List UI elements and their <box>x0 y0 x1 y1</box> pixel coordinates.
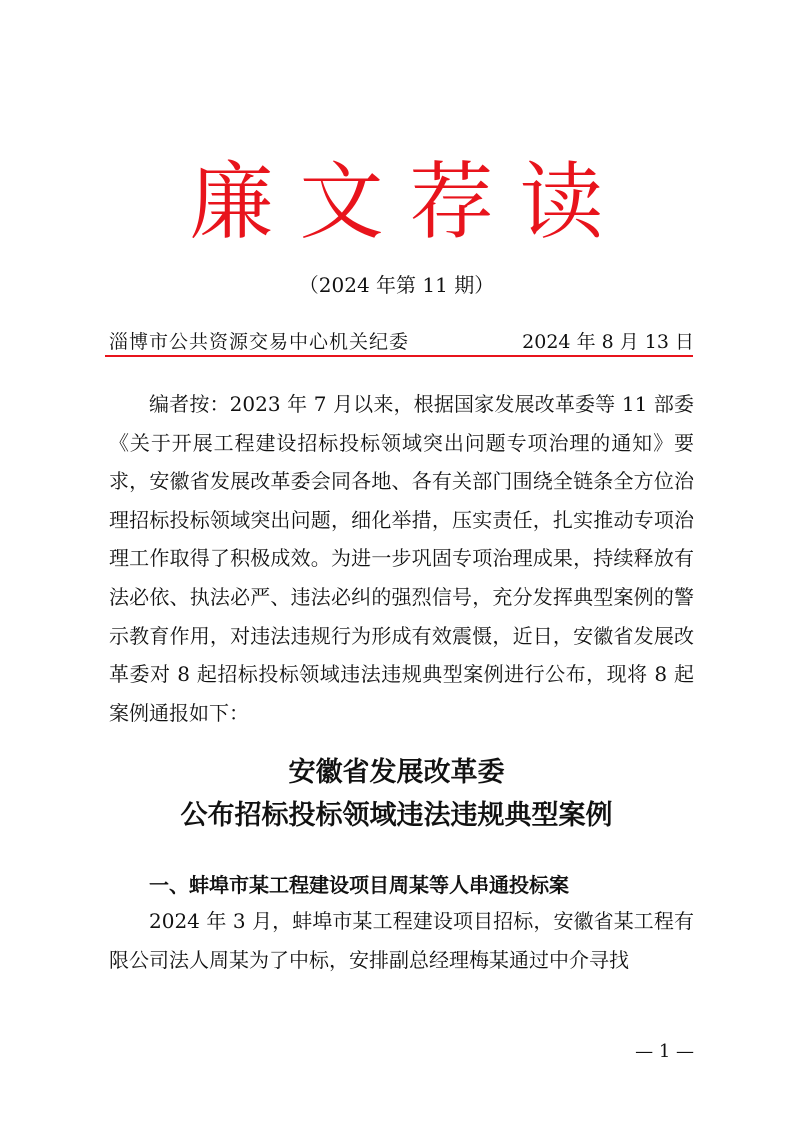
section-heading: 一、蚌埠市某工程建设项目周某等人串通投标案 <box>149 873 569 897</box>
header-divider <box>105 355 693 357</box>
issue-number: （2024 年第 11 期） <box>298 273 495 297</box>
article-title-line2: 公布招标投标领域违法违规典型案例 <box>180 800 613 831</box>
publish-date: 2024 年 8 月 13 日 <box>522 331 694 353</box>
article-title-line1: 安徽省发展改革委 <box>288 757 505 788</box>
section-paragraph: 2024 年 3 月，蚌埠市某工程建设项目招标，安徽省某工程有限公司法人周某为了中标，安排副总经理梅某通过中介寻找 <box>109 909 694 972</box>
page-number: — 1 — <box>635 1041 694 1062</box>
publisher-name: 淄博市公共资源交易中心机关纪委 <box>109 331 410 353</box>
editor-note: 编者按：2023 年 7 月以来，根据国家发展改革委等 11 部委《关于开展工程建设招标投标领域突出问题专项治理的通知》要求，安徽省发展改革委会同各地、各有关部门围绕全链条全方位治理招标投标领域突出问题，细化举措，压实责任，扎实推动专项治理工作取得了积极成效。为进一步巩固专项治理成果，持续释放有法必依、执法必严、违法必纠的强烈信号，充分发挥典型案例的警示教育作用，对违法违规行为形成有效震慑，近日，安徽省发展改革委对 8 起招标投标领域违法违规典型案例进行公布，现将 8 起案例通报如下： <box>109 392 694 725</box>
publisher-row <box>109 328 694 356</box>
masthead-title: 廉文荐读 <box>189 153 630 251</box>
